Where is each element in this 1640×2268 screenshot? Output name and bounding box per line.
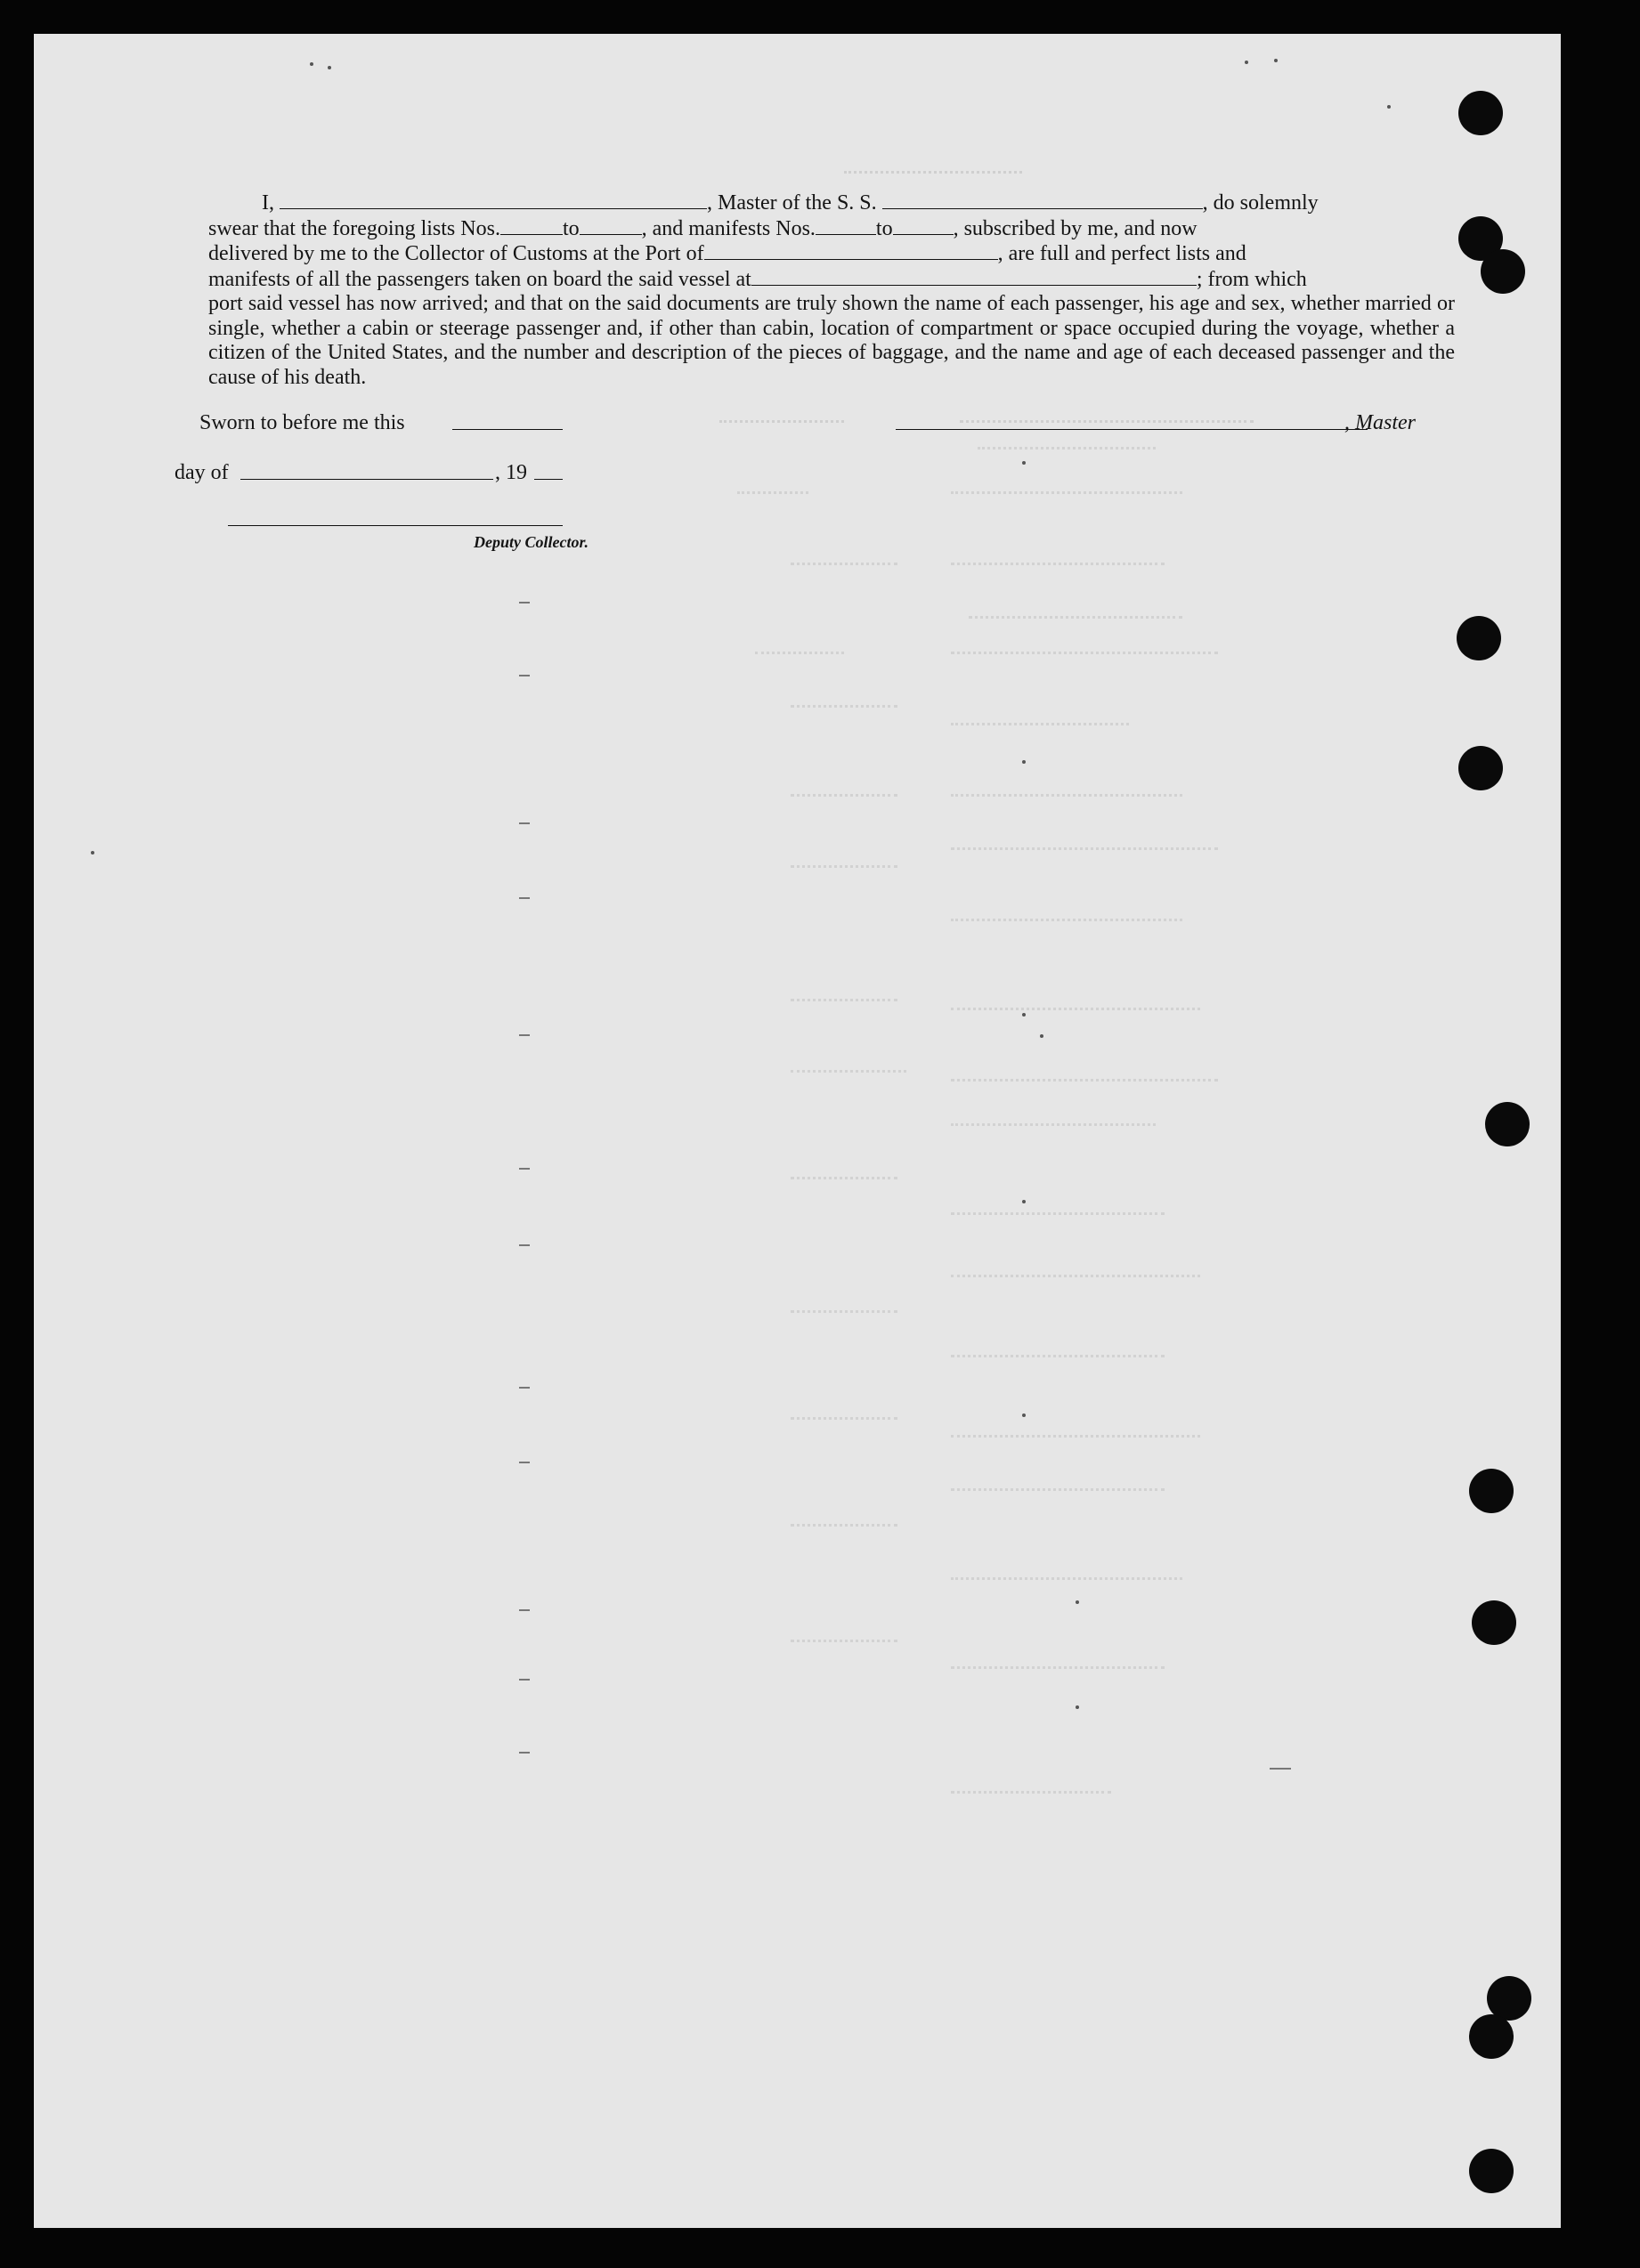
oath-text: , Master of the S. S. — [707, 191, 877, 215]
speck — [1387, 105, 1391, 109]
oath-text: delivered by me to the Collector of Customs at the Port of — [208, 242, 704, 265]
punch-hole — [1469, 1469, 1514, 1513]
oath-text: swear that the foregoing lists Nos. — [208, 216, 500, 240]
mark — [519, 1679, 530, 1681]
speck — [1022, 461, 1026, 465]
master-name-field[interactable] — [280, 190, 707, 209]
sworn-date-field[interactable] — [452, 429, 563, 430]
mark — [519, 1609, 530, 1611]
oath-text: , do solemnly — [1202, 191, 1319, 215]
deputy-signature-field[interactable] — [228, 525, 563, 526]
speck — [1076, 1705, 1079, 1709]
punch-hole — [1481, 249, 1525, 294]
oath-text: port said vessel has now arrived; and that on the said documents are truly shown the name of each passenger, his age and sex, whether married or single, whether a cabin or steerage passenger and, if other than cabin, location of compartment or space occupied during the voyage, whether a citizen of the United States, and the number and description of the pieces of baggage, and the name and age of each deceased passenger and the cause of his death. — [208, 292, 1455, 389]
year-field[interactable] — [534, 479, 563, 480]
mark — [519, 602, 530, 603]
list-from-field[interactable] — [500, 216, 563, 235]
speck — [1022, 760, 1026, 764]
speck — [1274, 59, 1278, 62]
speck — [91, 851, 94, 855]
mark — [1270, 1768, 1291, 1770]
manifest-from-field[interactable] — [816, 216, 876, 235]
mark — [519, 1168, 530, 1170]
speck — [1245, 61, 1248, 64]
oath-paragraph — [208, 190, 1455, 390]
mark — [519, 1034, 530, 1036]
port-field[interactable] — [704, 241, 998, 260]
punch-hole — [1457, 616, 1501, 660]
oath-text: , are full and perfect lists and — [997, 242, 1246, 265]
list-to-field[interactable] — [580, 216, 642, 235]
oath-text: ; from which — [1196, 267, 1307, 291]
master-signature-field[interactable] — [896, 429, 1368, 430]
oath-text: to — [875, 216, 893, 240]
speck — [1022, 1013, 1026, 1017]
speck — [1076, 1600, 1079, 1604]
mark — [519, 822, 530, 824]
oath-text: manifests of all the passengers taken on board the said vessel at — [208, 267, 751, 291]
master-label: , Master — [1344, 411, 1416, 434]
mark — [519, 1462, 530, 1463]
mark — [519, 675, 530, 676]
oath-text: I, — [262, 191, 274, 215]
day-of-text: day of — [175, 461, 229, 484]
month-field[interactable] — [240, 479, 493, 480]
speck — [310, 62, 313, 66]
mark — [519, 1387, 530, 1389]
speck — [1040, 1034, 1043, 1038]
mark — [519, 897, 530, 899]
sworn-text: Sworn to before me this — [199, 411, 405, 434]
speck — [1022, 1200, 1026, 1203]
document-page — [34, 34, 1561, 2228]
deputy-collector-label: Deputy Collector. — [474, 533, 589, 551]
punch-hole — [1458, 746, 1503, 790]
manifest-to-field[interactable] — [893, 216, 954, 235]
punch-hole — [1485, 1102, 1530, 1146]
year-prefix-text: , 19 — [495, 461, 527, 484]
punch-hole — [1469, 2149, 1514, 2193]
oath-text: , and manifests Nos. — [641, 216, 816, 240]
ship-name-field[interactable] — [882, 190, 1203, 209]
speck — [1022, 1413, 1026, 1417]
departure-port-field[interactable] — [751, 267, 1197, 286]
speck — [328, 66, 331, 69]
oath-text: , subscribed by me, and now — [953, 216, 1198, 240]
mark — [519, 1752, 530, 1754]
oath-text: to — [562, 216, 580, 240]
mark — [519, 1244, 530, 1246]
punch-hole — [1472, 1600, 1516, 1645]
punch-hole — [1469, 2014, 1514, 2059]
punch-hole — [1458, 91, 1503, 135]
